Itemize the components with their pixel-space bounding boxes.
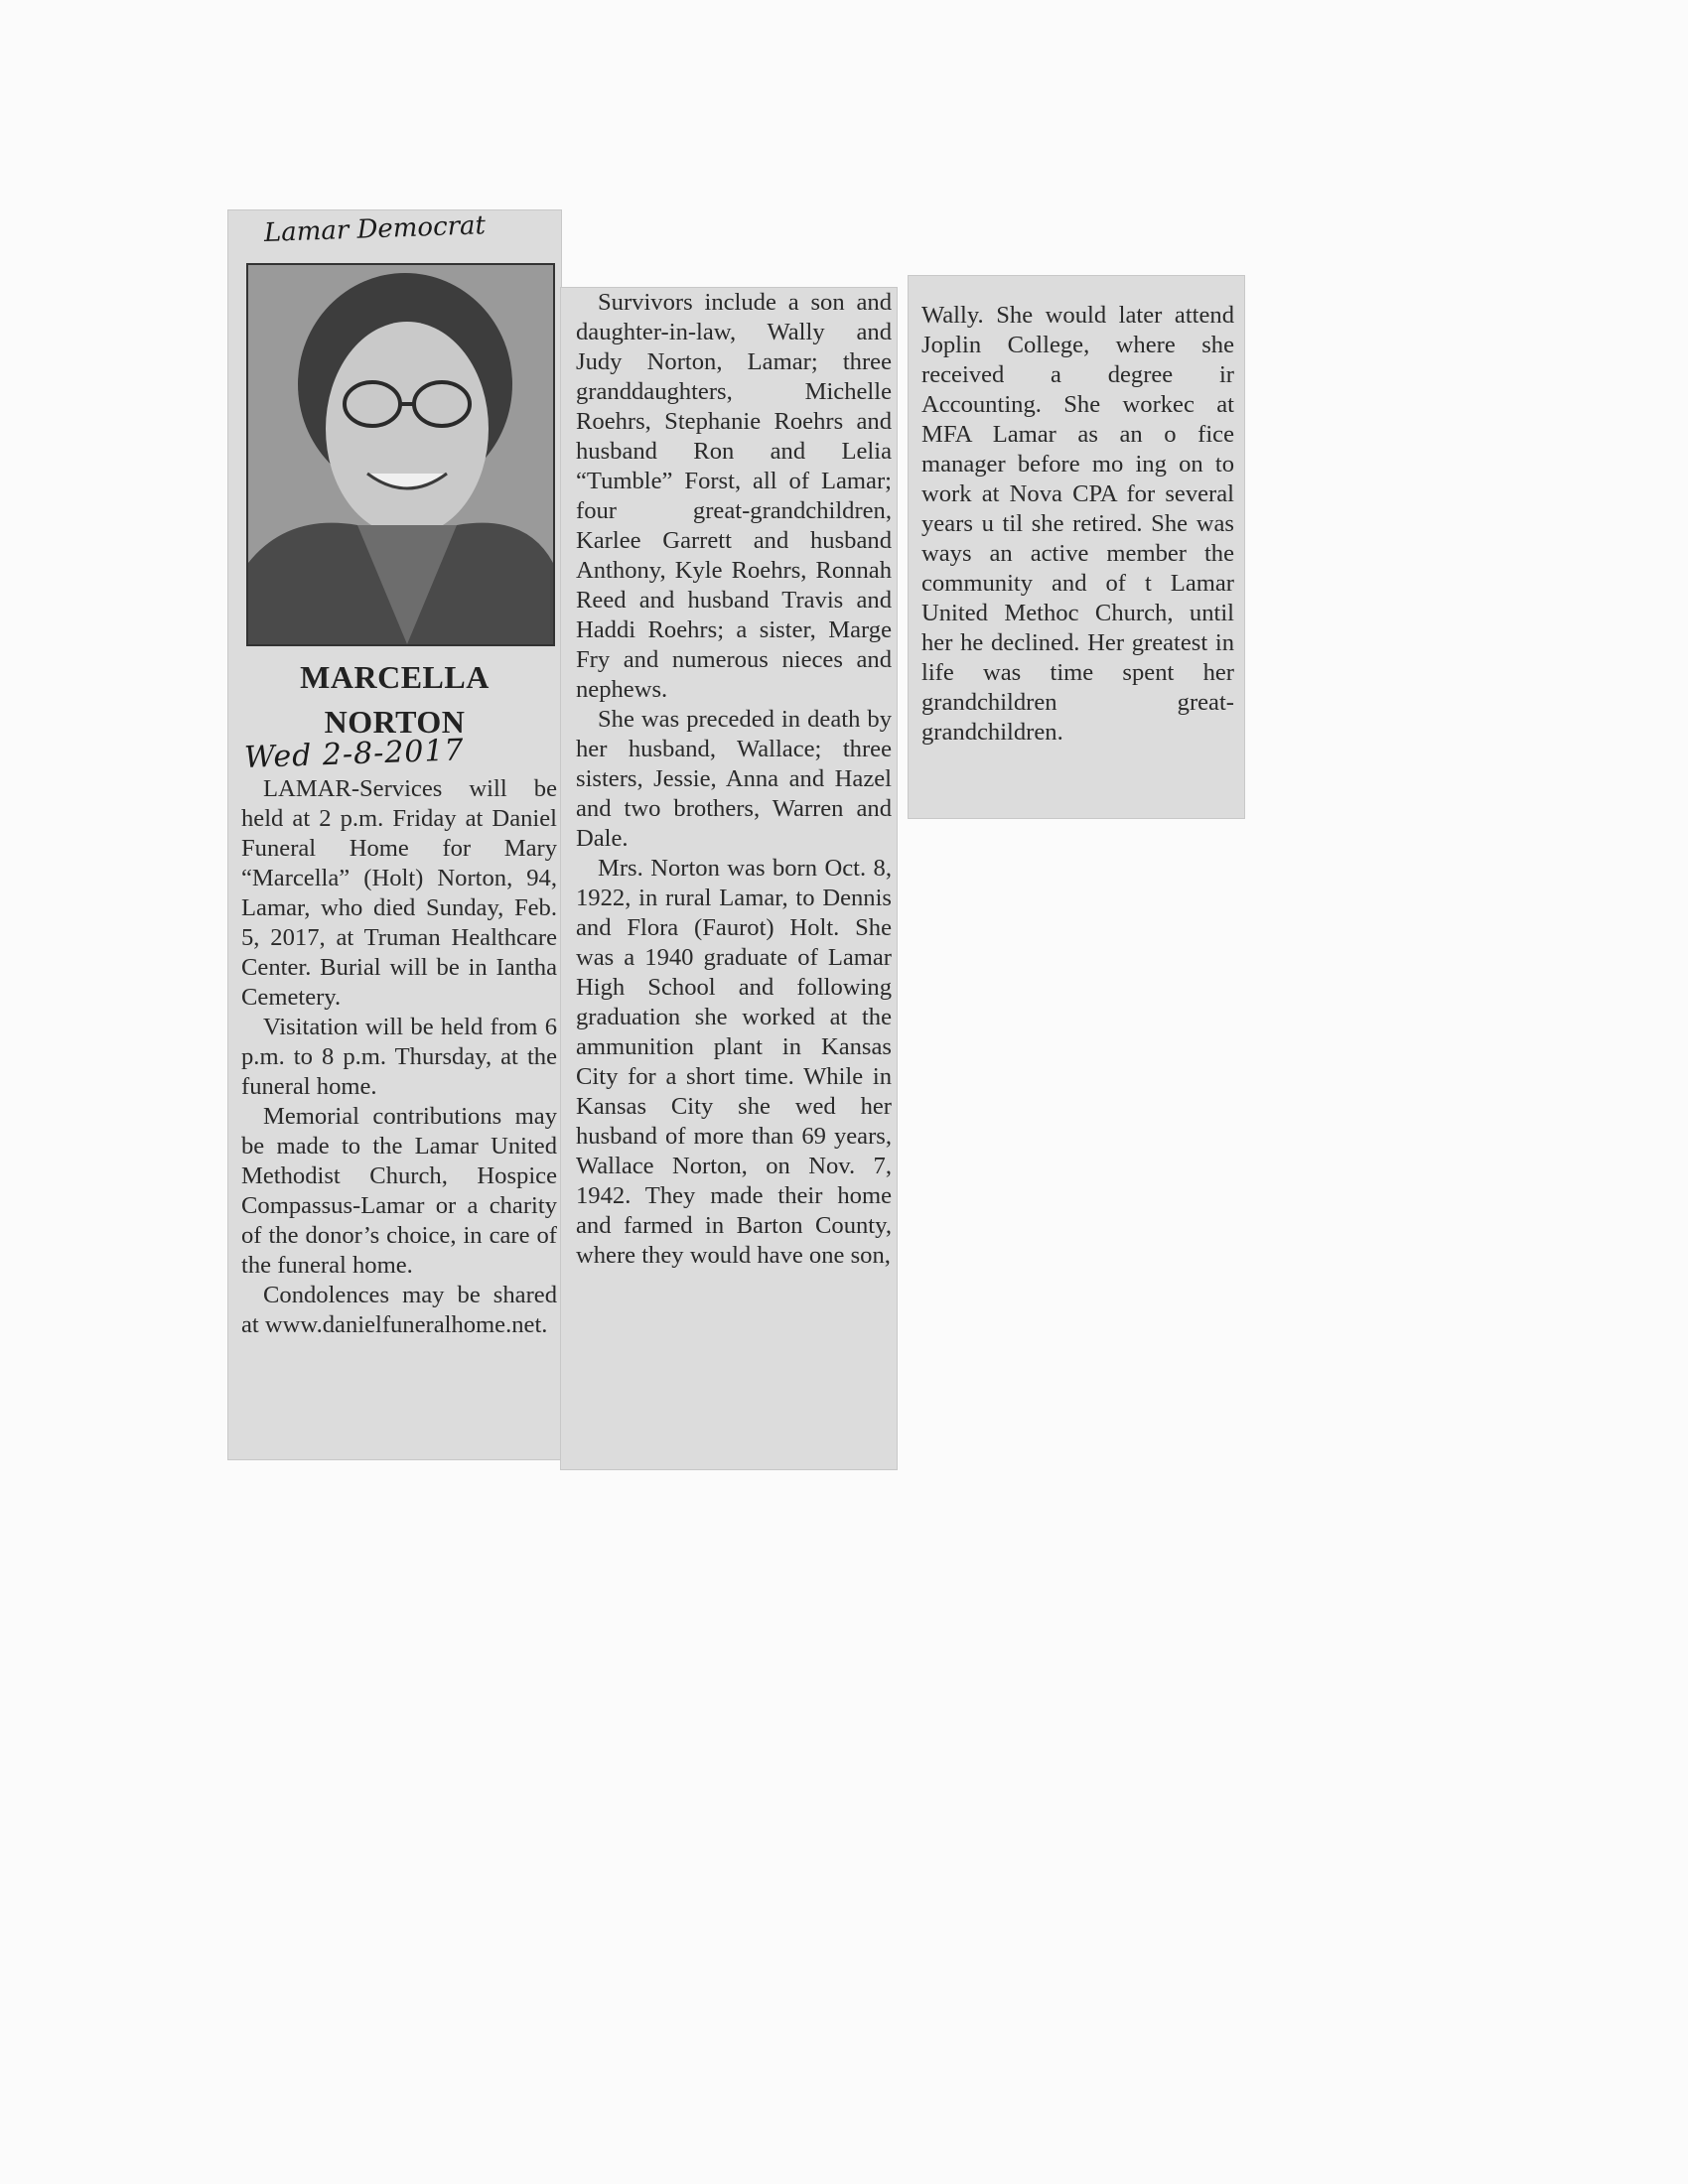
paragraph-services: LAMAR-Services will be held at 2 p.m. Friday at Daniel Funeral Home for Mary “Marcella” (Holt) Norton, 94, Lamar, who died Sunday, Feb. 5, 2017, at Truman Healthcare Center. Burial will be in Iantha Cemetery. <box>241 775 557 1011</box>
obituary-text-left <box>241 774 557 1340</box>
obituary-text-right <box>921 301 1234 817</box>
paragraph-memorials: Memorial contributions may be made to the Lamar United Methodist Church, Hospice Compassus-Lamar or a charity of the donor’s choice, in care of the funeral home. <box>241 1103 557 1279</box>
paragraph-biography-continued: Wally. She would later attend Joplin College, where she received a degree ir Accounting. She workec at MFA Lamar as an o fice manager before mo ing on to work at Nova CPA for several years u til she retired. She was ways an active member the community and of t Lamar United Methoc Church, until her he declined. Her greatest in life was time spent her grandchildren great-grandchildren. <box>921 302 1234 746</box>
obituary-text-middle <box>576 288 892 1271</box>
paragraph-biography: Mrs. Norton was born Oct. 8, 1922, in rural Lamar, to Dennis and Flora (Faurot) Holt. She was a 1940 graduate of Lamar High School and following graduation she worked at the ammunition plant in Kansas City for a short time. While in Kansas City she wed her husband of more than 69 years, Wallace Norton, on Nov. 7, 1942. They made their home and farmed in Barton County, where they would have one son, <box>576 855 892 1269</box>
paragraph-survivors: Survivors include a son and daughter-in-law, Wally and Judy Norton, Lamar; three granddaughters, Michelle Roehrs, Stephanie Roehrs and husband Ron and Lelia “Tumble” Forst, all of Lamar; four great-grandchildren, Karlee Garrett and husband Anthony, Kyle Roehrs, Ronnah Reed and husband Travis and Haddi Roehrs; a sister, Marge Fry and numerous nieces and nephews. <box>576 289 892 703</box>
paragraph-preceded: She was preceded in death by her husband, Wallace; three sisters, Jessie, Anna and Hazel and two brothers, Warren and Dale. <box>576 706 892 852</box>
obituary-first-name: MARCELLA <box>300 659 490 695</box>
portrait-photo <box>246 263 555 646</box>
obituary-last-name: NORTON <box>324 704 466 740</box>
paragraph-condolences: Condolences may be shared at www.danielfuneralhome.net. <box>241 1282 557 1338</box>
paragraph-visitation: Visitation will be held from 6 p.m. to 8 p.m. Thursday, at the funeral home. <box>241 1014 557 1100</box>
handwritten-source-note: Lamar Democrat <box>263 210 487 248</box>
handwritten-date-note: Wed 2-8-2017 <box>243 733 466 775</box>
